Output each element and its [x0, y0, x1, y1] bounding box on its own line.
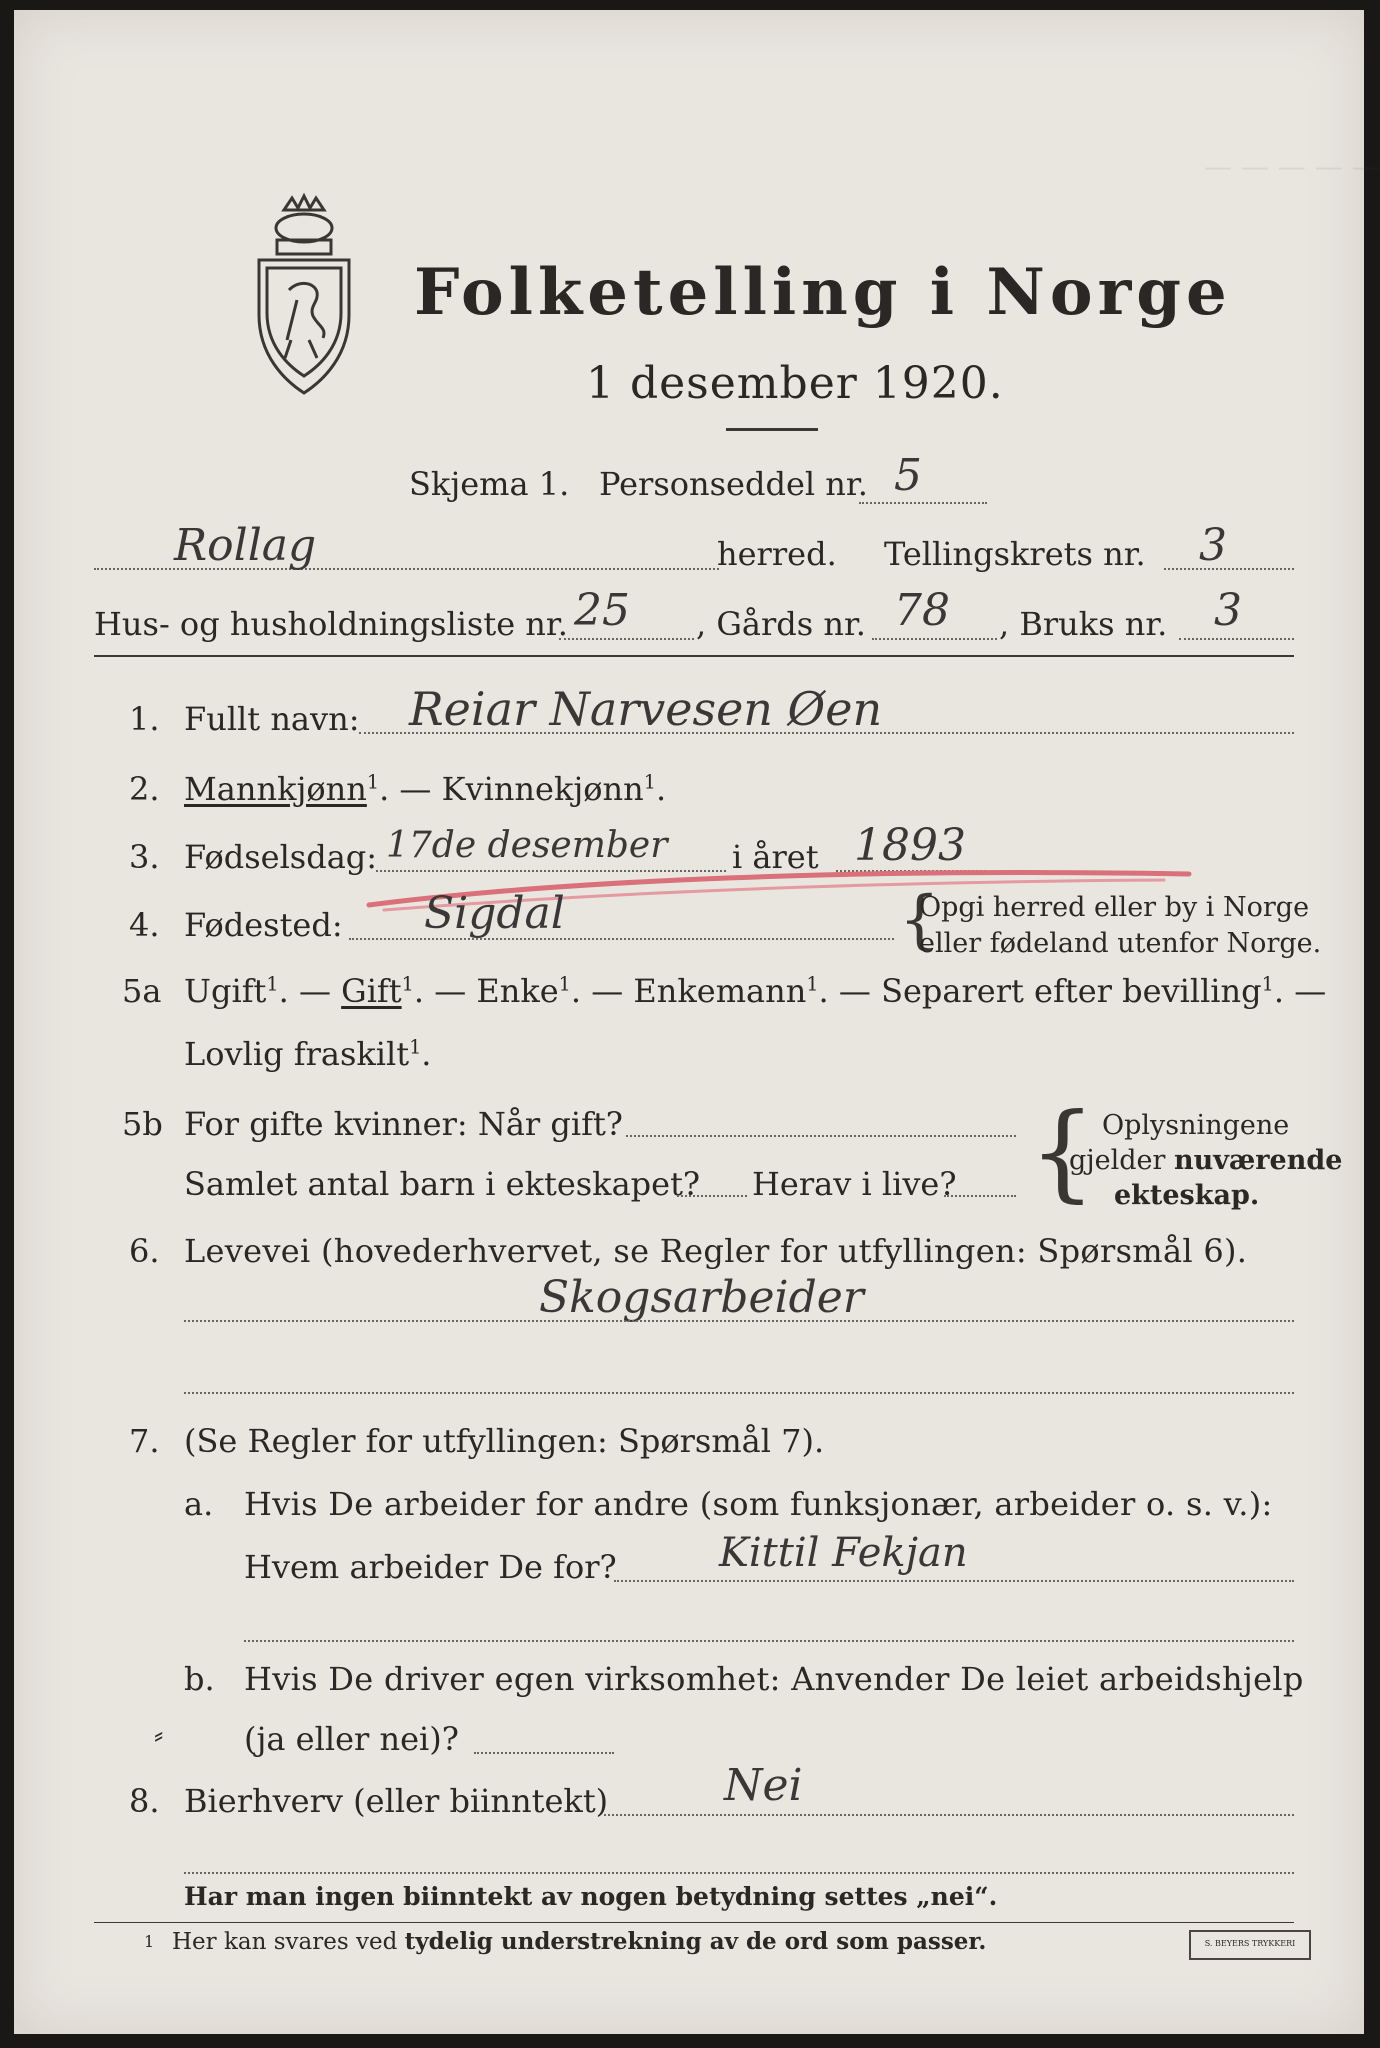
q5a-dash-1: . — — [278, 972, 342, 1010]
q5a-enke-sup: 1 — [558, 972, 571, 996]
q8-number: 8. — [129, 1782, 160, 1820]
q2-female-sup: 1 — [643, 770, 656, 794]
q3-label: Fødselsdag: — [184, 838, 378, 876]
footer-rule — [94, 1922, 1294, 1923]
q5a-dash-3: . — — [570, 972, 634, 1010]
q3-number: 3. — [129, 838, 160, 876]
q4-note-2: eller fødeland utenfor Norge. — [919, 928, 1322, 959]
q1-label: Fullt navn: — [184, 700, 360, 738]
personseddel-line — [859, 502, 987, 504]
q7a-line — [614, 1580, 1294, 1582]
q5b-note-1: Oplysningene — [1102, 1110, 1290, 1141]
q3-year-label: i året — [732, 838, 819, 876]
q7a-letter: a. — [184, 1485, 214, 1523]
q5b-line-2 — [677, 1195, 747, 1197]
q5a-dash-4: . — — [818, 972, 882, 1010]
personseddel-value: 5 — [894, 450, 922, 501]
q2-female: Kvinnekjønn — [441, 770, 644, 808]
q5a-number: 5a — [122, 972, 162, 1010]
q5b-number: 5b — [122, 1105, 163, 1143]
q2-number: 2. — [129, 770, 160, 808]
census-form-page — [14, 10, 1380, 2034]
q5b-label-2: Samlet antal barn i ekteskapet? — [184, 1165, 701, 1203]
q3-day-value: 17de desember — [386, 825, 668, 866]
q5a-lovlig: Lovlig fraskilt — [184, 1035, 410, 1073]
q7a-label: Hvis De arbeider for andre (som funksjonær, arbeider o. s. v.): — [244, 1485, 1273, 1523]
title-divider — [726, 428, 818, 431]
bruks-value: 3 — [1214, 585, 1242, 636]
tellingskrets-label: Tellingskrets nr. — [884, 535, 1146, 573]
q8-line — [604, 1814, 1294, 1816]
schema-label: Skjema 1. — [409, 465, 570, 503]
bruks-label: , Bruks nr. — [999, 605, 1168, 643]
q7a-question: Hvem arbeider De for? — [244, 1548, 617, 1586]
q1-value: Reiar Narvesen Øen — [409, 682, 883, 736]
q5a-dash-2: . — — [413, 972, 477, 1010]
printer-stamp: S. BEYERS TRYKKERI — [1189, 1930, 1311, 1960]
q5a-separert-sup: 1 — [1261, 972, 1274, 996]
q4-brace: { — [899, 883, 940, 957]
q5a-ugift-sup: 1 — [266, 972, 279, 996]
herred-value: Rollag — [174, 520, 317, 571]
q5b-label-3: Herav i live? — [752, 1165, 957, 1203]
q4-note-1: Opgi herred eller by i Norge — [919, 892, 1310, 923]
q3-year-value: 1893 — [854, 820, 966, 871]
q4-number: 4. — [129, 906, 160, 944]
q5b-label-1: For gifte kvinner: Når gift? — [184, 1105, 623, 1143]
q6-label: Levevei (hovederhvervet, se Regler for utfyllingen: Spørsmål 6). — [184, 1232, 1248, 1270]
margin-mark: ⸗ — [154, 1718, 164, 1751]
herred-label: herred. — [717, 535, 837, 573]
gards-label: , Gårds nr. — [696, 605, 866, 643]
q7b-letter: b. — [184, 1660, 215, 1698]
hus-value: 25 — [574, 585, 630, 636]
q7a-line-2 — [244, 1640, 1294, 1642]
footnote-mark: 1 — [144, 1932, 155, 1951]
q7b-line — [474, 1752, 614, 1754]
hus-label: Hus- og husholdningsliste nr. — [94, 605, 568, 643]
bruks-line — [1179, 638, 1294, 640]
q7-label: (Se Regler for utfyllingen: Spørsmål 7). — [184, 1422, 825, 1460]
q5b-note-2b: nuværende — [1174, 1145, 1343, 1176]
footnote-b: tydelig understrekning av de ord som passer. — [404, 1928, 987, 1955]
footnote-a: Her kan svares ved — [172, 1929, 405, 1955]
q5b-brace: { — [1029, 1091, 1096, 1213]
q5a-line-2: Lovlig fraskilt$^1$. — [184, 1035, 432, 1073]
q5b-note-2a: gjelder — [1069, 1145, 1175, 1176]
q2-male-sup: 1 — [366, 770, 380, 794]
tellingskrets-line — [1164, 568, 1294, 570]
q2-end: . — [655, 770, 667, 808]
q5a-enkemann-sup: 1 — [806, 972, 819, 996]
bleed-through-text: — — — — — — [1204, 150, 1380, 183]
q2-sep: . — — [379, 770, 442, 808]
footer-note: Har man ingen biinntekt av nogen betydning settes „nei“. — [184, 1882, 998, 1911]
header-rule — [94, 655, 1294, 657]
q7-number: 7. — [129, 1422, 160, 1460]
q2-male: Mannkjønn — [184, 770, 367, 808]
q5a-gift: Gift — [341, 972, 402, 1010]
q5b-line-3 — [944, 1195, 1016, 1197]
q4-value: Sigdal — [424, 888, 565, 939]
q7a-value: Kittil Fekjan — [719, 1530, 968, 1576]
personseddel-label: Personseddel nr. — [599, 465, 868, 503]
q6-line-1 — [184, 1320, 1294, 1322]
q8-value: Nei — [724, 1760, 803, 1811]
q6-value: Skogsarbeider — [539, 1272, 864, 1323]
q1-number: 1. — [129, 700, 160, 738]
q5a-gift-sup: 1 — [401, 972, 414, 996]
tellingskrets-value: 3 — [1199, 520, 1227, 571]
q5b-line-1 — [626, 1135, 1016, 1137]
q5a-line — [184, 972, 1326, 1010]
coat-of-arms-icon — [249, 190, 359, 400]
form-title: Folketelling i Norge — [414, 255, 1232, 330]
hus-line — [559, 638, 694, 640]
q6-line-2 — [184, 1392, 1294, 1394]
q6-number: 6. — [129, 1232, 160, 1270]
q5a-end: . — — [1273, 972, 1327, 1010]
q8-line-2 — [184, 1872, 1294, 1874]
q5a-separert: Separert efter bevilling — [881, 972, 1262, 1010]
q5b-note-3: ekteskap. — [1114, 1180, 1260, 1211]
q4-label: Fødested: — [184, 906, 343, 944]
q5a-enke: Enke — [476, 972, 559, 1010]
form-date: 1 desember 1920. — [586, 358, 1004, 409]
q5b-note-2 — [1069, 1145, 1342, 1176]
q8-label: Bierhverv (eller biinntekt) — [184, 1782, 609, 1820]
q5a-ugift: Ugift — [184, 972, 267, 1010]
q5a-lovlig-sup: 1 — [409, 1035, 422, 1059]
q2-line — [184, 770, 666, 808]
gards-value: 78 — [894, 585, 950, 636]
q5a-enkemann: Enkemann — [633, 972, 807, 1010]
gards-line — [872, 638, 997, 640]
q7b-label: Hvis De driver egen virksomhet: Anvender De leiet arbeidshjelp — [244, 1660, 1304, 1698]
q7b-question: (ja eller nei)? — [244, 1720, 459, 1758]
footnote-text — [172, 1928, 986, 1955]
